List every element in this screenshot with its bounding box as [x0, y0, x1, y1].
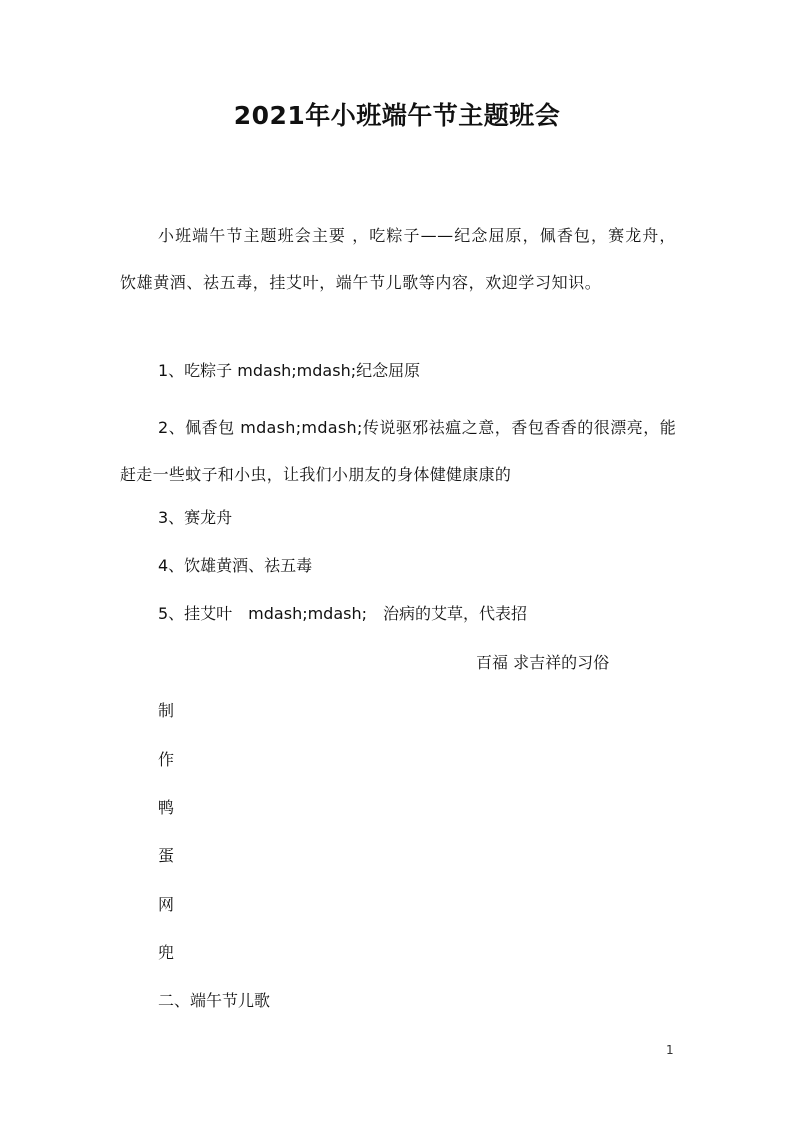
- intro-paragraph: 小班端午节主题班会主要 ，吃粽子——纪念屈原，佩香包，赛龙舟，饮雄黄酒、祛五毒，挂艾叶，端午节儿歌等内容，欢迎学习知识。: [120, 226, 676, 292]
- list-item-3: 3、赛龙舟: [158, 508, 233, 527]
- list-item-2: 2、佩香包 mdash;mdash;传说驱邪祛瘟之意，香包香香的很漂亮，能赶走一些蚊子和小虫，让我们小朋友的身体健健康康的: [120, 418, 676, 484]
- list-item-4: 4、饮雄黄酒、祛五毒: [158, 556, 313, 575]
- page-number: 1: [666, 1043, 674, 1057]
- continuation-text: 百福 求吉祥的习俗: [476, 653, 610, 672]
- vertical-char: 兜: [158, 943, 175, 962]
- list-item-5: 5、挂艾叶 mdash;mdash; 治病的艾草，代表招: [158, 604, 528, 623]
- vertical-char: 作: [158, 750, 175, 769]
- section-heading: 二、端午节儿歌: [158, 991, 271, 1010]
- document-title: 2021年小班端午节主题班会: [233, 101, 561, 130]
- vertical-char: 制: [158, 701, 175, 720]
- vertical-char: 鸭: [158, 798, 175, 817]
- vertical-char: 网: [158, 895, 175, 914]
- list-item-1: 1、吃粽子 mdash;mdash;纪念屈原: [158, 361, 421, 380]
- vertical-char: 蛋: [158, 846, 175, 865]
